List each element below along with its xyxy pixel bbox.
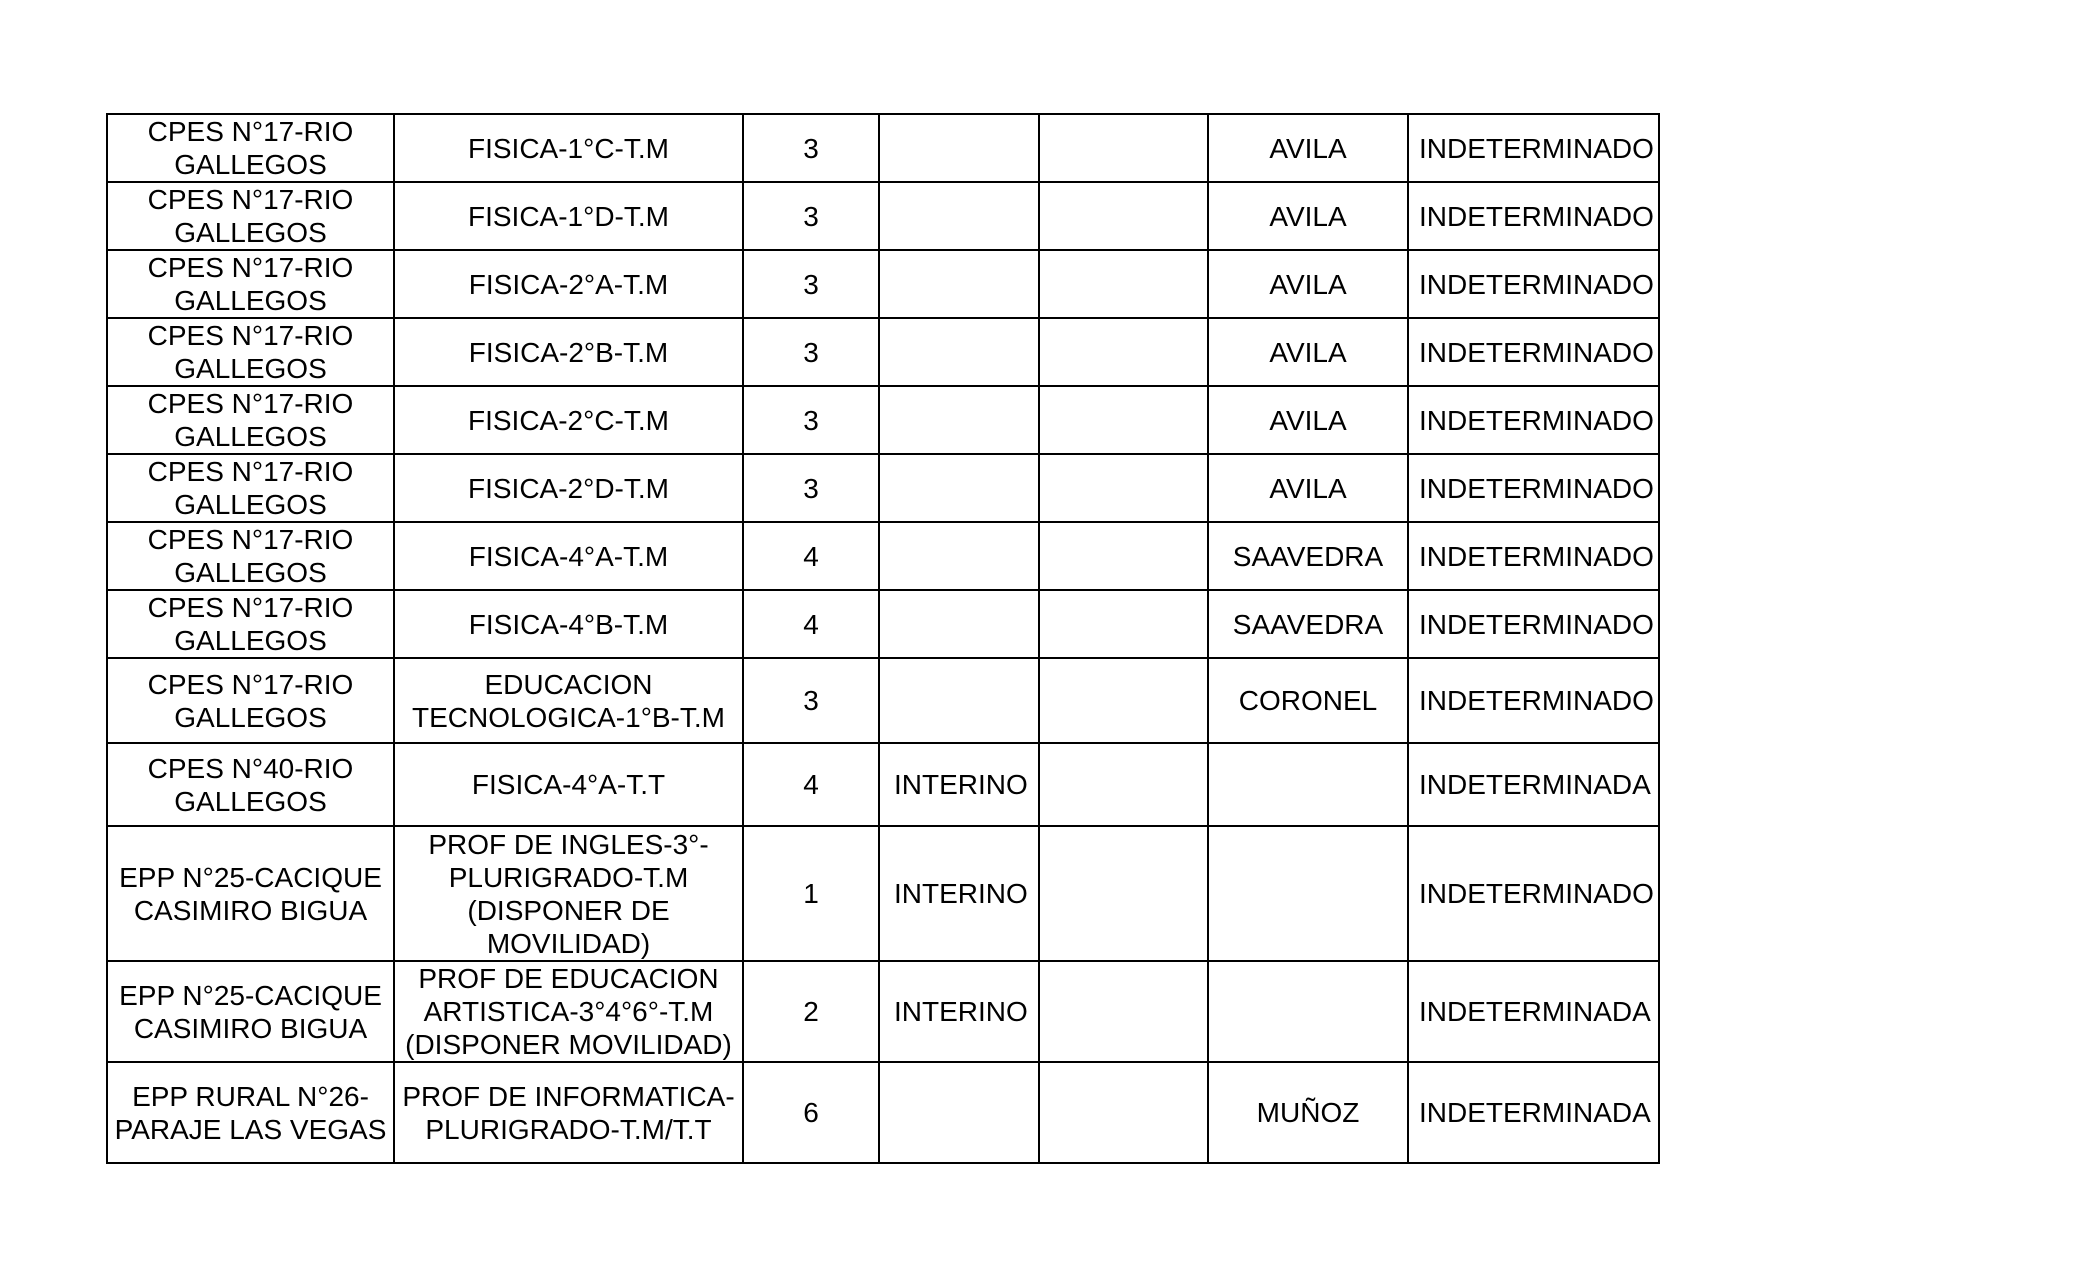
- vacancies-table-container: [106, 113, 1660, 1164]
- table-row: [107, 658, 1659, 743]
- table-row: [107, 250, 1659, 318]
- name-cell: AVILA: [1208, 182, 1408, 250]
- table-row: [107, 961, 1659, 1062]
- hours-cell: 3: [743, 318, 879, 386]
- school-cell: CPES N°17-RIO GALLEGOS: [107, 386, 394, 454]
- school-cell: CPES N°17-RIO GALLEGOS: [107, 250, 394, 318]
- name-cell: SAAVEDRA: [1208, 522, 1408, 590]
- subject-cell: FISICA-1°C-T.M: [394, 114, 743, 182]
- hours-cell: 1: [743, 826, 879, 961]
- name-cell: AVILA: [1208, 250, 1408, 318]
- extra-cell: [1039, 826, 1208, 961]
- subject-cell: FISICA-2°A-T.M: [394, 250, 743, 318]
- name-cell: AVILA: [1208, 114, 1408, 182]
- school-cell: CPES N°17-RIO GALLEGOS: [107, 318, 394, 386]
- status-cell: [879, 1062, 1039, 1163]
- term-cell: INDETERMINADA: [1408, 1062, 1659, 1163]
- name-cell: CORONEL: [1208, 658, 1408, 743]
- table-row: [107, 318, 1659, 386]
- school-cell: CPES N°17-RIO GALLEGOS: [107, 182, 394, 250]
- status-cell: [879, 590, 1039, 658]
- school-cell: CPES N°17-RIO GALLEGOS: [107, 114, 394, 182]
- name-cell: [1208, 743, 1408, 826]
- status-cell: [879, 318, 1039, 386]
- name-cell: AVILA: [1208, 318, 1408, 386]
- hours-cell: 2: [743, 961, 879, 1062]
- subject-cell: FISICA-2°B-T.M: [394, 318, 743, 386]
- school-cell: CPES N°17-RIO GALLEGOS: [107, 590, 394, 658]
- term-cell: INDETERMINADO: [1408, 454, 1659, 522]
- subject-cell: FISICA-2°C-T.M: [394, 386, 743, 454]
- status-cell: [879, 522, 1039, 590]
- hours-cell: 3: [743, 182, 879, 250]
- hours-cell: 4: [743, 590, 879, 658]
- table-row: [107, 1062, 1659, 1163]
- name-cell: [1208, 961, 1408, 1062]
- school-cell: EPP RURAL N°26-PARAJE LAS VEGAS: [107, 1062, 394, 1163]
- vacancies-table: [106, 113, 1660, 1164]
- hours-cell: 3: [743, 454, 879, 522]
- subject-cell: PROF DE INGLES-3°-PLURIGRADO-T.M (DISPONER DE MOVILIDAD): [394, 826, 743, 961]
- subject-cell: FISICA-4°B-T.M: [394, 590, 743, 658]
- term-cell: INDETERMINADO: [1408, 250, 1659, 318]
- name-cell: AVILA: [1208, 454, 1408, 522]
- term-cell: INDETERMINADA: [1408, 961, 1659, 1062]
- school-cell: CPES N°17-RIO GALLEGOS: [107, 658, 394, 743]
- extra-cell: [1039, 114, 1208, 182]
- status-cell: [879, 114, 1039, 182]
- term-cell: INDETERMINADO: [1408, 386, 1659, 454]
- name-cell: MUÑOZ: [1208, 1062, 1408, 1163]
- term-cell: INDETERMINADO: [1408, 318, 1659, 386]
- status-cell: [879, 182, 1039, 250]
- subject-cell: EDUCACION TECNOLOGICA-1°B-T.M: [394, 658, 743, 743]
- extra-cell: [1039, 961, 1208, 1062]
- status-cell: INTERINO: [879, 961, 1039, 1062]
- subject-cell: FISICA-4°A-T.T: [394, 743, 743, 826]
- extra-cell: [1039, 590, 1208, 658]
- status-cell: [879, 658, 1039, 743]
- term-cell: INDETERMINADO: [1408, 522, 1659, 590]
- name-cell: SAAVEDRA: [1208, 590, 1408, 658]
- extra-cell: [1039, 182, 1208, 250]
- hours-cell: 4: [743, 743, 879, 826]
- term-cell: INDETERMINADO: [1408, 182, 1659, 250]
- extra-cell: [1039, 386, 1208, 454]
- subject-cell: FISICA-4°A-T.M: [394, 522, 743, 590]
- table-row: [107, 522, 1659, 590]
- extra-cell: [1039, 250, 1208, 318]
- name-cell: [1208, 826, 1408, 961]
- extra-cell: [1039, 318, 1208, 386]
- table-row: [107, 182, 1659, 250]
- status-cell: INTERINO: [879, 743, 1039, 826]
- extra-cell: [1039, 658, 1208, 743]
- table-row: [107, 743, 1659, 826]
- subject-cell: FISICA-1°D-T.M: [394, 182, 743, 250]
- term-cell: INDETERMINADA: [1408, 743, 1659, 826]
- table-row: [107, 386, 1659, 454]
- term-cell: INDETERMINADO: [1408, 590, 1659, 658]
- hours-cell: 3: [743, 386, 879, 454]
- subject-cell: PROF DE INFORMATICA-PLURIGRADO-T.M/T.T: [394, 1062, 743, 1163]
- term-cell: INDETERMINADO: [1408, 826, 1659, 961]
- term-cell: INDETERMINADO: [1408, 114, 1659, 182]
- hours-cell: 3: [743, 658, 879, 743]
- extra-cell: [1039, 454, 1208, 522]
- table-row: [107, 826, 1659, 961]
- status-cell: [879, 250, 1039, 318]
- table-row: [107, 114, 1659, 182]
- school-cell: CPES N°40-RIO GALLEGOS: [107, 743, 394, 826]
- status-cell: [879, 454, 1039, 522]
- table-row: [107, 590, 1659, 658]
- hours-cell: 3: [743, 250, 879, 318]
- extra-cell: [1039, 743, 1208, 826]
- school-cell: CPES N°17-RIO GALLEGOS: [107, 522, 394, 590]
- subject-cell: PROF DE EDUCACION ARTISTICA-3°4°6°-T.M (DISPONER MOVILIDAD): [394, 961, 743, 1062]
- school-cell: CPES N°17-RIO GALLEGOS: [107, 454, 394, 522]
- hours-cell: 6: [743, 1062, 879, 1163]
- table-row: [107, 454, 1659, 522]
- hours-cell: 4: [743, 522, 879, 590]
- extra-cell: [1039, 1062, 1208, 1163]
- subject-cell: FISICA-2°D-T.M: [394, 454, 743, 522]
- extra-cell: [1039, 522, 1208, 590]
- hours-cell: 3: [743, 114, 879, 182]
- status-cell: INTERINO: [879, 826, 1039, 961]
- status-cell: [879, 386, 1039, 454]
- term-cell: INDETERMINADO: [1408, 658, 1659, 743]
- name-cell: AVILA: [1208, 386, 1408, 454]
- school-cell: EPP N°25-CACIQUE CASIMIRO BIGUA: [107, 961, 394, 1062]
- school-cell: EPP N°25-CACIQUE CASIMIRO BIGUA: [107, 826, 394, 961]
